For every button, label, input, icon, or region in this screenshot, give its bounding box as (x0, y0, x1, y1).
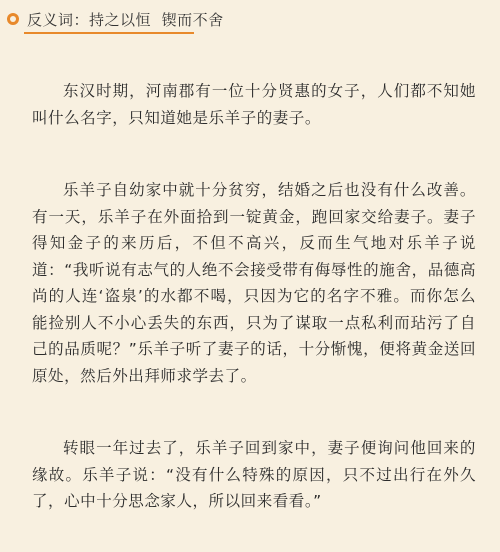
header-underline (24, 32, 194, 34)
header-value: 持之以恒 锲而不舍 (89, 10, 224, 29)
header-label: 反义词 (27, 10, 74, 29)
paragraph-2: 乐羊子自幼家中就十分贫穷，结婚之后也没有什么改善。有一天，乐羊子在外面拾到一锭黄金，跑回家交给妻子。妻子得知金子的来历后，不但不高兴，反而生气地对乐羊子说道：“我听说有志气的人绝不会接受带有侮辱性的施舍，品德高尚的人连‘盗泉’的水都不喝，只因为它的名字不雅。而你怎么能捡别人不小心丢失的东西，只为了谋取一点私利而玷污了自己的品质呢？”乐羊子听了妻子的话，十分惭愧，便将黄金送回原处，然后外出拜师求学去了。 (32, 181, 476, 385)
circle-bullet-icon (7, 13, 19, 25)
article-body (32, 78, 476, 515)
section-header (7, 6, 224, 32)
header-separator: ： (73, 10, 90, 29)
header-text (27, 9, 224, 30)
paragraph-3: 转眼一年过去了，乐羊子回到家中，妻子便询问他回来的缘故。乐羊子说：“没有什么特殊的原因，只不过出行在外久了，心中十分思念家人，所以回来看看。” (32, 439, 476, 510)
paragraph-1: 东汉时期，河南郡有一位十分贤惠的女子，人们都不知她叫什么名字，只知道她是乐羊子的妻子。 (32, 82, 476, 127)
